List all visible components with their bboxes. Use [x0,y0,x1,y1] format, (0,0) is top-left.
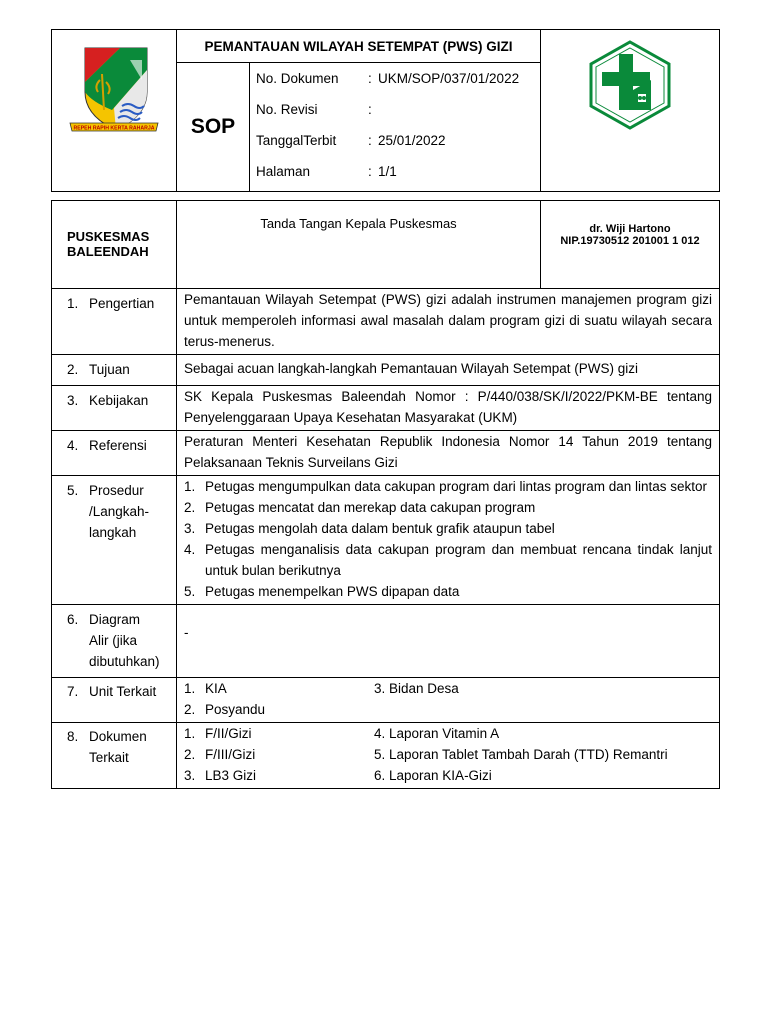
content-prosedur [177,476,720,605]
signature-title: Tanda Tangan Kepala Puskesmas [177,201,541,289]
content-dokumen-terkait [177,723,720,789]
meta-row-revisi: No. Revisi : [256,102,372,117]
list-item: 2. Petugas mencatat dan merekap data cakupan program [184,500,536,515]
content-pengertian: Pemantauan Wilayah Setempat (PWS) gizi adalah instrumen manajemen program gizi untuk memperoleh informasi awal masalah dalam program gizi di suatu wilayah secara terus-menerus. [177,289,720,355]
list-item: 2. F/III/Gizi 5. Laporan Tablet Tambah Darah (TTD) Remantri [184,747,668,762]
signatory-nip: NIP.19730512 201001 1 012 [560,235,700,247]
content-kebijakan: SK Kepala Puskesmas Baleendah Nomor : P/440/038/SK/I/2022/PKM-BE tentang Penyelenggaraan Upaya Kesehatan Masyarakat (UKM) [177,386,720,431]
list-item: 4. Petugas menganalisis data cakupan program dan membuat rencana tindak lanjut untuk bulan berikutnya [184,542,712,578]
sop-header-table [51,29,720,192]
sop-body-table [51,200,720,789]
regency-logo-cell [52,30,177,192]
puskesmas-logo-cell [541,30,720,192]
list-item: 1. Petugas mengumpulkan data cakupan program dari lintas program dan lintas sektor [184,479,708,494]
content-tujuan: Sebagai acuan langkah-langkah Pemantauan Wilayah Setempat (PWS) gizi [177,355,720,386]
bandung-regency-logo-icon [52,30,176,186]
meta-row-halaman: Halaman : 1/1 [256,164,397,179]
label-unit-terkait: 7. Unit Terkait [52,678,177,723]
list-item: 1. KIA 3. Bidan Desa [184,681,459,696]
label-kebijakan: 3. Kebijakan [52,386,177,431]
logo-motto: REPEH RAPIH KERTA RAHARJA [73,125,155,132]
list-item: 5. Petugas menempelkan PWS dipapan data [184,584,460,599]
label-diagram: 6. Diagram Alir (jika dibutuhkan) [52,605,177,678]
label-prosedur: 5. Prosedur /Langkah- langkah [52,476,177,605]
content-unit-terkait [177,678,720,723]
label-referensi: 4. Referensi [52,431,177,476]
sop-label: SOP [177,63,250,192]
list-item: 2. Posyandu [184,702,266,717]
label-tujuan: 2. Tujuan [52,355,177,386]
list-item: 3. Petugas mengolah data dalam bentuk grafik ataupun tabel [184,521,555,536]
content-referensi: Peraturan Menteri Kesehatan Republik Indonesia Nomor 14 Tahun 2019 tentang Pelaksanaan Teknis Surveilans Gizi [177,431,720,476]
signatory [541,201,720,289]
list-item: 1. F/II/Gizi 4. Laporan Vitamin A [184,726,500,741]
meta-row-tanggal: TanggalTerbit : 25/01/2022 [256,133,446,148]
content-diagram: - [177,605,720,678]
organization-name: PUSKESMAS BALEENDAH [52,201,177,289]
meta-row-dokumen: No. Dokumen : UKM/SOP/037/01/2022 [256,71,520,86]
list-item: 3. LB3 Gizi 6. Laporan KIA-Gizi [184,768,492,783]
procedure-steps [184,476,712,602]
document-title: PEMANTAUAN WILAYAH SETEMPAT (PWS) GIZI [177,30,541,63]
label-pengertian: 1. Pengertian [52,289,177,355]
label-dokumen-terkait: 8. Dokumen Terkait [52,723,177,789]
puskesmas-logo-icon [541,30,719,186]
signatory-name: dr. Wiji Hartono [589,223,671,235]
document-meta [250,63,541,192]
